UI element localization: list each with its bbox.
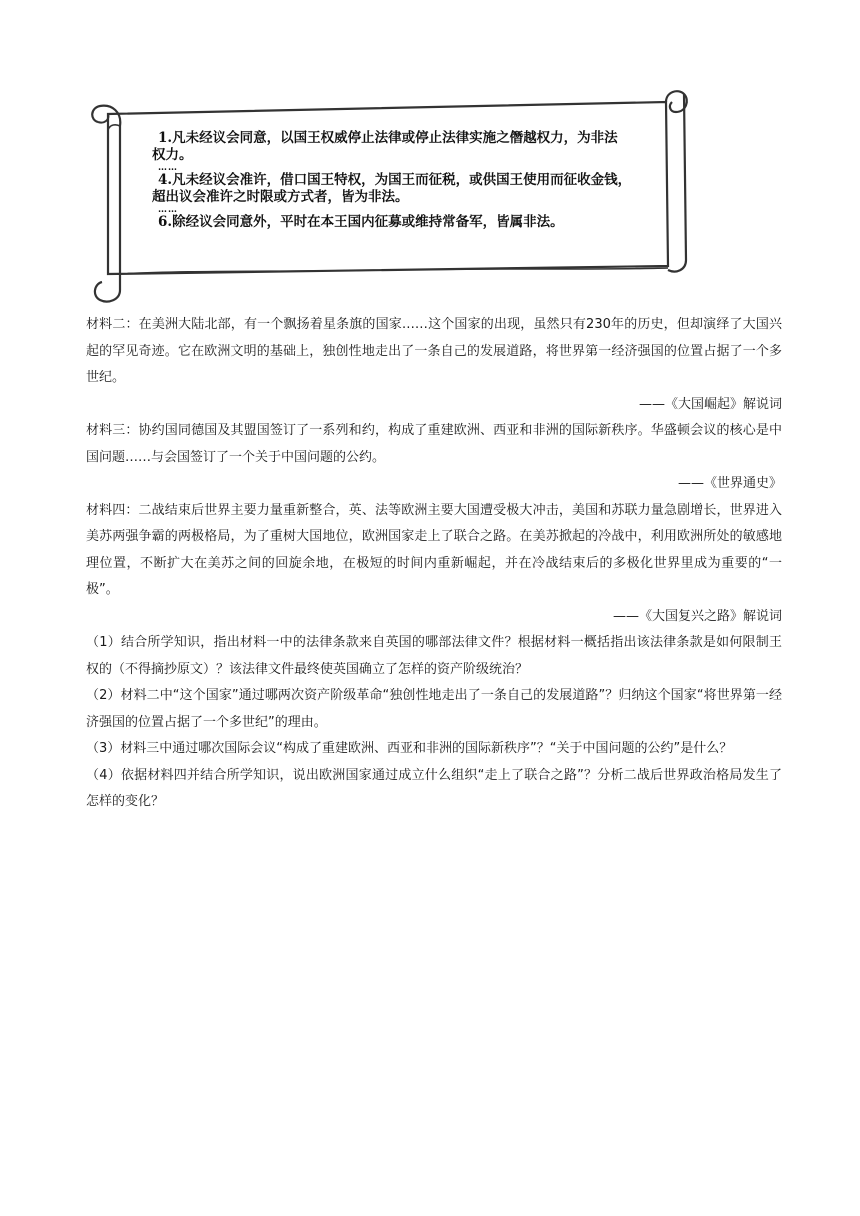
question-3: （3）材料三中通过哪次国际会议“构成了重建欧洲、西亚和非洲的国际新秩序”？“关于中国问题的公约”是什么？ [86, 741, 733, 756]
document-body [86, 312, 782, 816]
clause-4-line-a: 4.凡未经议会准许，借口国王特权，为国王而征税，或供国王使用而征收金钱， [158, 172, 632, 188]
ellipsis-2: …… [158, 205, 178, 215]
question-2: （2）材料二中“这个国家”通过哪两次资产阶级革命“独创性地走出了一条自己的发展道路”？归纳这个国家“将世界第一经济强国的位置占据了一个多世纪”的理由。 [86, 688, 782, 730]
material-3-source: ——《世界通史》 [677, 476, 782, 491]
clause-1-line-b: 权力。 [152, 147, 193, 163]
clause-6-line: 6.除经议会同意外，平时在本王国内征募或维持常备军，皆属非法。 [158, 214, 564, 230]
clause-4-line-b: 超出议会准许之时限或方式者，皆为非法。 [152, 189, 409, 205]
material-2-source: ——《大国崛起》解说词 [638, 396, 782, 412]
question-4: （4）依据材料四并结合所学知识，说出欧洲国家通过成立什么组织“走上了联合之路”？分析二战后世界政治格局发生了怎样的变化？ [86, 767, 782, 809]
material-4-source: ——《大国复兴之路》解说词 [612, 608, 782, 624]
ellipsis-1: …… [158, 163, 178, 173]
material-3-text: 材料三：协约国同德国及其盟国签订了一系列和约，构成了重建欧洲、西亚和非洲的国际新秩序。华盛顿会议的核心是中国问题……与会国签订了一个关于中国问题的公约。 [86, 423, 782, 465]
material-2-text: 材料二：在美洲大陆北部，有一个飘扬着星条旗的国家……这个国家的出现，虽然只有230年的历史，但却演绎了大国兴起的罕见奇迹。它在欧洲文明的基础上，独创性地走出了一条自己的发展道路，将世界第一经济强国的位置占据了一个多世纪。 [86, 317, 782, 385]
bill-of-rights-scroll [86, 84, 692, 306]
scroll-text [152, 130, 688, 231]
clause-1-line-a: 1.凡未经议会同意，以国王权威停止法律或停止法律实施之僭越权力，为非法 [158, 130, 618, 146]
material-4-text: 材料四：二战结束后世界主要力量重新整合，英、法等欧洲主要大国遭受极大冲击，美国和苏联力量急剧增长，世界进入美苏两强争霸的两极格局，为了重树大国地位，欧洲国家走上了联合之路。在美苏掀起的冷战中，利用欧洲所处的敏感地理位置，不断扩大在美苏之间的回旋余地，在极短的时间内重新崛起，并在冷战结束后的多极化世界里成为重要的“一极”。 [86, 502, 782, 597]
question-1: （1）结合所学知识，指出材料一中的法律条款来自英国的哪部法律文件？根据材料一概括指出该法律条款是如何限制王权的（不得摘抄原文）？该法律文件最终使英国确立了怎样的资产阶级统治？ [86, 635, 782, 677]
